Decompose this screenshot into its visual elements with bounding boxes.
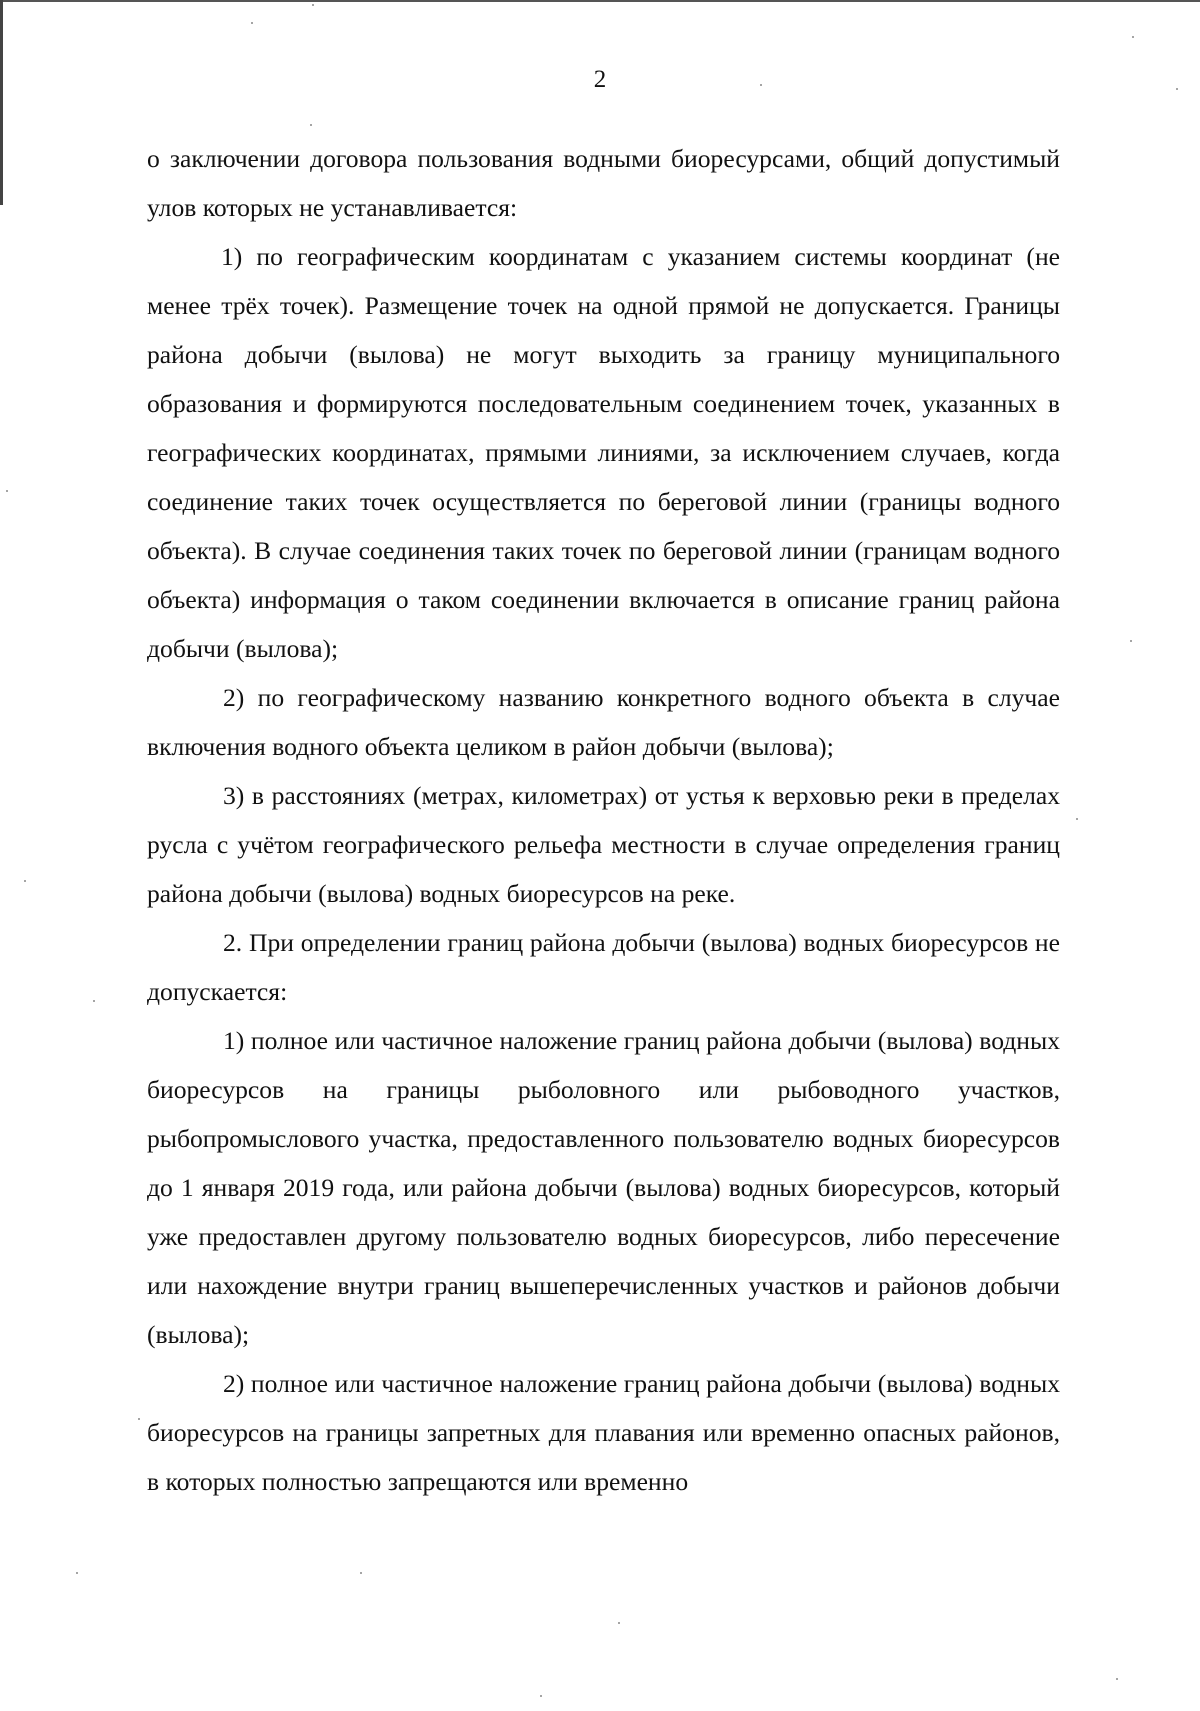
paragraph-item-1-coordinates: 1) по географическим координатам с указанием системы координат (не менее трёх точек). Размещение точек на одной прямой не допускается. Границы района добычи (вылова) не могут выходить за границу муниципального образования и формируются последовательным соединением точек, указанных в географических координатах, прямыми линиями, за исключением случаев, когда соединение таких точек осуществляется по береговой линии (границы водного объекта). В случае соединения таких точек по береговой линии (границам водного объекта) информация о таком соединении включается в описание границ района добычи (вылова); <box>147 242 1060 663</box>
document-body <box>147 134 1060 1506</box>
scan-speck <box>760 84 762 86</box>
scan-speck <box>1076 818 1078 820</box>
scan-speck <box>93 1000 95 1002</box>
scan-speck <box>618 1622 620 1624</box>
scan-speck <box>138 1418 140 1420</box>
scan-speck <box>6 490 8 492</box>
scan-left-edge <box>0 0 3 205</box>
scan-speck <box>310 124 312 126</box>
scan-speck <box>76 1572 78 1574</box>
scan-speck <box>1116 1678 1118 1680</box>
scan-speck <box>251 22 253 24</box>
scan-top-edge <box>0 0 1200 2</box>
paragraph-item-3-distances: 3) в расстояниях (метрах, километрах) от устья к верховью реки в пределах русла с учётом географического рельефа местности в случае определения границ района добычи (вылова) водных биоресурсов на реке. <box>147 781 1060 908</box>
paragraph-section-2-item-1: 1) полное или частичное наложение границ района добычи (вылова) водных биоресурсов на границы рыболовного или рыбоводного участков, рыбопромыслового участка, предоставленного пользователю водных биоресурсов до 1 января 2019 года, или района добычи (вылова) водных биоресурсов, который уже предоставлен другому пользователю водных биоресурсов, либо пересечение или нахождение внутри границ вышеперечисленных участков и районов добычи (вылова); <box>147 1026 1060 1349</box>
paragraph-section-2: 2. При определении границ района добычи (вылова) водных биоресурсов не допускается: <box>147 928 1060 1006</box>
scan-speck <box>1130 640 1132 642</box>
scan-speck <box>24 880 26 882</box>
page-number: 2 <box>593 66 607 93</box>
paragraph-continuation: о заключении договора пользования водными биоресурсами, общий допустимый улов которых не устанавливается: <box>147 144 1060 222</box>
scan-speck <box>1132 36 1134 38</box>
scan-speck <box>1176 88 1178 90</box>
paragraph-item-2-geographic-name: 2) по географическому названию конкретного водного объекта в случае включения водного объекта целиком в район добычи (вылова); <box>147 683 1060 761</box>
scan-speck <box>360 1572 362 1574</box>
scan-speck <box>540 1695 542 1697</box>
paragraph-section-2-item-2: 2) полное или частичное наложение границ района добычи (вылова) водных биоресурсов на границы запретных для плавания или временно опасных районов, в которых полностью запрещаются или временно <box>147 1369 1060 1496</box>
scan-speck <box>312 4 314 6</box>
